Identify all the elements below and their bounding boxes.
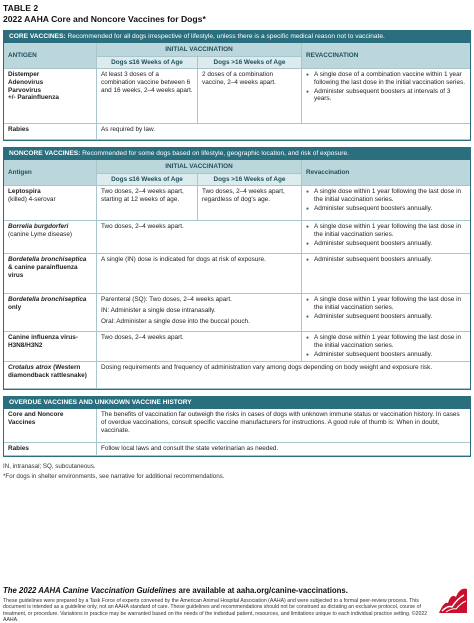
initial-cell: A single (IN) dose is indicated for dogs at risk of exposure.	[97, 254, 302, 294]
table-label: TABLE 2	[3, 3, 39, 13]
overdue-heading: OVERDUE VACCINES AND UNKNOWN VACCINE HISTORY	[4, 397, 470, 409]
noncore-vaccines-section	[3, 147, 471, 390]
antigen-cell: Crotalus atrox (Western diamondback rattlesnake)	[4, 362, 97, 389]
overdue-row-label: Core and Noncore Vaccines	[4, 409, 97, 443]
antigen-cell: Rabies	[4, 124, 97, 140]
guidelines-text: These guidelines were prepared by a Task Force of experts convened by the American Animal Hospital Association (AAHA) and were subjected to a formal peer-review process. This document is intended as a guideline only, not an AAHA standard of care. These guidelines and recommendations should not be construed as dictating an exclusive protocol, course of treatment, or procedure. Variations in practice may be warranted based on the needs of the individual patient, resources, and limitations unique to each individual practice setting. ©2022 AAHA.	[3, 597, 428, 623]
gt16-cell: 2 doses of a combination vaccine, 2–4 weeks apart.	[198, 69, 302, 124]
antigen-cell: Bordetella bronchiseptica only	[4, 294, 97, 332]
antigen-cell: Canine influenza virus-H3N8/H3N2	[4, 332, 97, 362]
crotalus-cell: Dosing requirements and frequency of administration vary among dogs depending on body weight and exposure risk.	[97, 362, 470, 389]
revacc-item: ● A single dose within 1 year following the last dose in the initial vaccination series.	[306, 296, 466, 312]
revacc-cell	[302, 332, 470, 362]
antigen-cell: Bordetella bronchiseptica & canine parainfluenza virus	[4, 254, 97, 294]
col-initial-vaccination: INITIAL VACCINATION	[97, 160, 302, 174]
le16-cell: At least 3 doses of a combination vaccine between 6 and 16 weeks, 2–4 weeks apart.	[97, 69, 198, 124]
subcol-gt16: Dogs >16 Weeks of Age	[198, 57, 302, 69]
revacc-item: ● Administer subsequent boosters annually.	[306, 256, 466, 264]
revacc-cell	[302, 294, 470, 332]
rabies-row-label: Rabies	[4, 443, 97, 456]
overdue-table	[4, 409, 470, 456]
page	[3, 3, 471, 480]
initial-cell: Two doses, 2–4 weeks apart.	[97, 221, 302, 254]
revacc-item: ● A single dose of a combination vaccine within 1 year following the last dose in the initial vaccination series.	[306, 71, 466, 87]
initial-cell: Parenteral (SQ): Two doses, 2–4 weeks apart. IN: Administer a single dose intranasally. Oral: Administer a single dose into the buccal pouch.	[97, 294, 302, 332]
subcol-gt16: Dogs >16 Weeks of Age	[198, 174, 302, 186]
revacc-item: ● A single dose within 1 year following the last dose in the initial vaccination series.	[306, 188, 466, 204]
core-table	[4, 43, 470, 140]
antigen-cell: Leptospira (killed) 4-serovar	[4, 186, 97, 221]
gt16-cell: Two doses, 2–4 weeks apart, regardless of dog's age.	[198, 186, 302, 221]
le16-cell: Two doses, 2–4 weeks apart, starting at 12 weeks of age.	[97, 186, 198, 221]
revacc-item: ● A single dose within 1 year following the last dose in the initial vaccination series.	[306, 223, 466, 239]
rabies-row-text: Follow local laws and consult the state veterinarian as needed.	[97, 443, 470, 456]
initial-cell: Two doses, 2–4 weeks apart.	[97, 332, 302, 362]
col-revaccination: Revaccination	[302, 160, 470, 186]
table-title: 2022 AAHA Core and Noncore Vaccines for Dogs*	[3, 14, 206, 24]
col-initial-vaccination: INITIAL VACCINATION	[97, 43, 302, 57]
aaha-logo	[436, 583, 470, 617]
revacc-item: ● A single dose within 1 year following the last dose in the initial vaccination series.	[306, 334, 466, 350]
antigen-cell: Distemper Adenovirus Parvovirus +/- Parainfluenza	[4, 69, 97, 124]
noncore-vaccines-heading: NONCORE VACCINES: Recommended for some dogs based on lifestyle, geographic location, and risk of exposure.	[4, 148, 470, 160]
revacc-cell	[302, 254, 470, 294]
guidelines-note	[3, 586, 433, 623]
footnote-abbrev: IN, intranasal; SQ, subcutaneous.	[3, 463, 96, 470]
core-vaccines-section	[3, 30, 471, 141]
revacc-cell	[302, 186, 470, 221]
footnote-star: *For dogs in shelter environments, see narrative for additional recommendations.	[3, 472, 225, 480]
antigen-cell: Borrelia burgdorferi (canine Lyme disease)	[4, 221, 97, 254]
revacc-cell	[302, 69, 470, 124]
overdue-section	[3, 396, 471, 457]
noncore-table	[4, 160, 470, 389]
overdue-row-text: The benefits of vaccination far outweigh the risks in cases of dogs with unknown immune status or vaccination history. In cases of overdue vaccinations, consult specific vaccine manufacturers for instructions. A good rule of thumb is: When in doubt, vaccinate.	[97, 409, 470, 443]
revacc-item: ● Administer subsequent boosters annually.	[306, 313, 466, 321]
revacc-item: ● Administer subsequent boosters annually.	[306, 240, 466, 248]
col-antigen: ANTIGEN	[4, 43, 97, 69]
rabies-cell: As required by law.	[97, 124, 470, 140]
subcol-le16: Dogs ≤16 Weeks of Age	[97, 174, 198, 186]
revacc-item: ● Administer subsequent boosters annually.	[306, 351, 466, 359]
core-vaccines-heading: CORE VACCINES: Recommended for all dogs irrespective of lifestyle, unless there is a specific medical reason not to vaccinate.	[4, 31, 470, 43]
guidelines-title: The 2022 AAHA Canine Vaccination Guidelines are available at aaha.org/canine-vaccinations.	[3, 586, 348, 595]
revacc-item: ● Administer subsequent boosters at intervals of 3 years.	[306, 88, 466, 104]
revacc-item: ● Administer subsequent boosters annually.	[306, 205, 466, 213]
subcol-le16: Dogs ≤16 Weeks of Age	[97, 57, 198, 69]
col-revaccination: REVACCINATION	[302, 43, 470, 69]
col-antigen: Antigen	[4, 160, 97, 186]
revacc-cell	[302, 221, 470, 254]
